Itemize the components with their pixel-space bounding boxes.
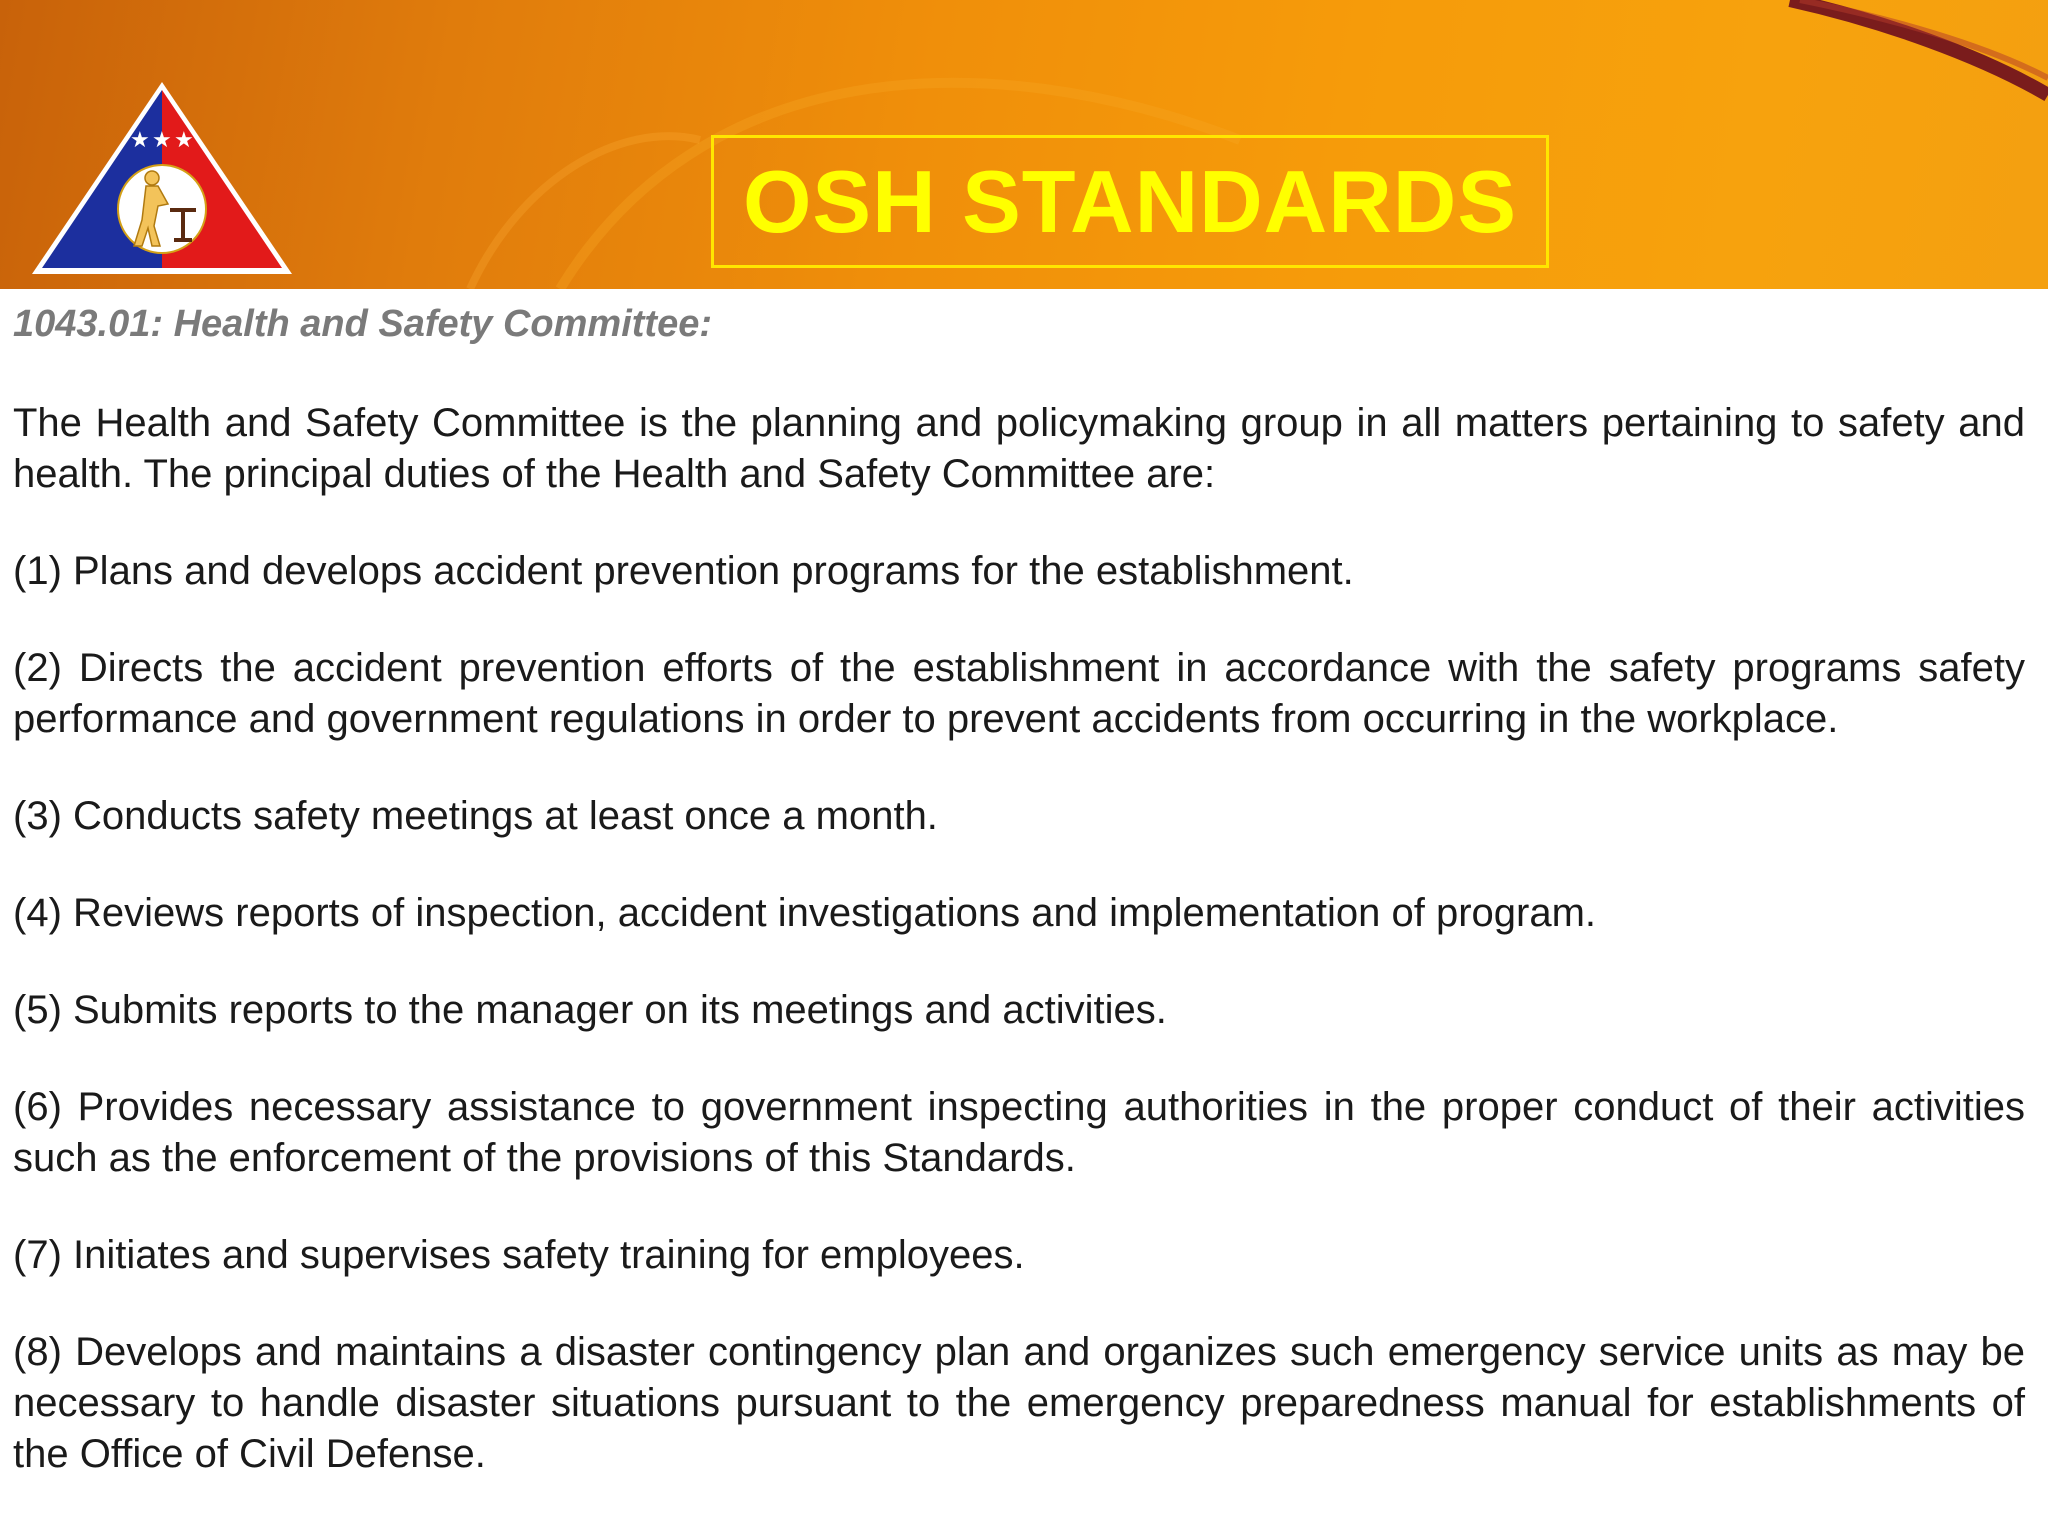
header-banner — [0, 0, 2048, 289]
duty-item-2: (2) Directs the accident prevention efforts of the establishment in accordance with the safety programs safety performance and government regulations in order to prevent accidents from occurring in the workplace. — [13, 646, 2025, 741]
duty-item-7: (7) Initiates and supervises safety training for employees. — [13, 1233, 1025, 1277]
section-heading: 1043.01: Health and Safety Committee: — [13, 303, 713, 345]
svg-text:★: ★ — [152, 128, 172, 153]
intro-paragraph: The Health and Safety Committee is the planning and policymaking group in all matters pertaining to safety and health. The principal duties of the Health and Safety Committee are: — [13, 401, 2025, 496]
duty-item-3: (3) Conducts safety meetings at least once a month. — [13, 794, 938, 838]
duty-item-1: (1) Plans and develops accident prevention programs for the establishment. — [13, 549, 1354, 593]
svg-text:★: ★ — [174, 128, 194, 153]
duty-item-8: (8) Develops and maintains a disaster contingency plan and organizes such emergency service units as may be necessary to handle disaster situations pursuant to the emergency preparedness manual for establishments of the Office of Civil Defense. — [13, 1330, 2025, 1476]
title-box — [711, 135, 1549, 268]
dole-triangle-logo-icon — [30, 80, 294, 276]
document-body — [13, 296, 2025, 1480]
duty-item-4: (4) Reviews reports of inspection, accident investigations and implementation of program. — [13, 891, 1597, 935]
duty-item-6: (6) Provides necessary assistance to government inspecting authorities in the proper conduct of their activities such as the enforcement of the provisions of this Standards. — [13, 1085, 2025, 1180]
duty-item-5: (5) Submits reports to the manager on its meetings and activities. — [13, 988, 1167, 1032]
svg-text:★: ★ — [130, 128, 150, 153]
page-title: OSH STANDARDS — [742, 151, 1518, 251]
